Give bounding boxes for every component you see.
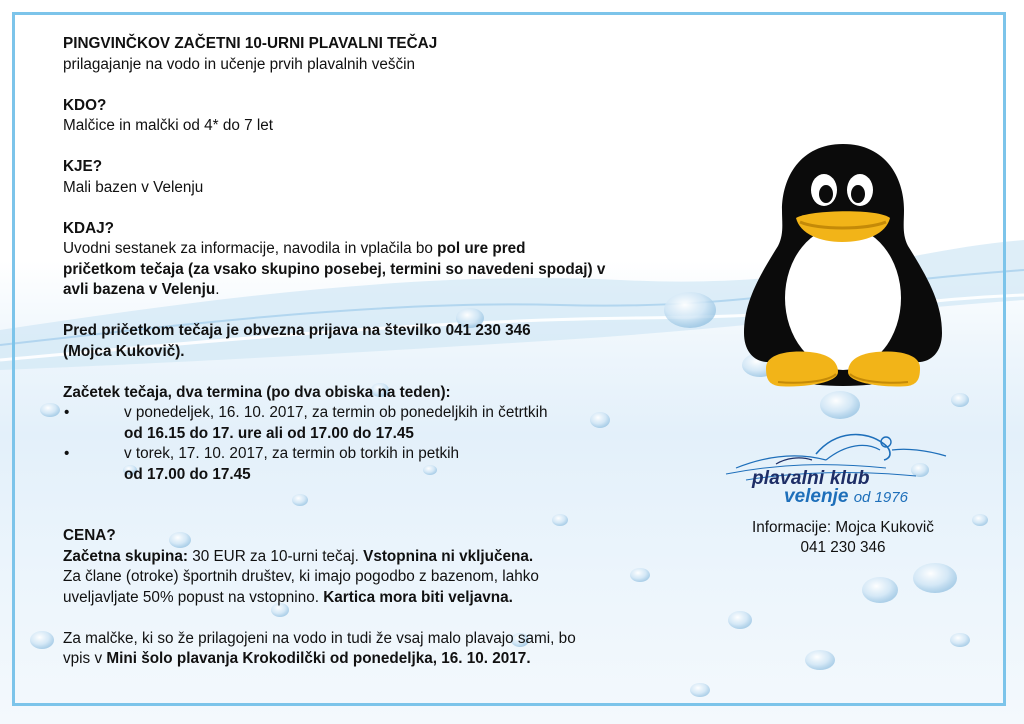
cena-price: 30 EUR za 10-urni tečaj.	[187, 547, 364, 565]
cena-group-label: Začetna skupina:	[63, 547, 188, 565]
prijava-line-1: Pred pričetkom tečaja je obvezna prijava na številko 041 230 346	[63, 322, 531, 339]
footer-line-1: Za malčke, ki so že prilagojeni na vodo in tudi že vsaj malo plavajo sami, bo	[63, 629, 576, 647]
bullet: •	[64, 404, 70, 421]
cena-heading: CENA?	[63, 527, 116, 544]
list-item	[63, 403, 703, 444]
list-item	[63, 444, 703, 485]
penguin-illustration	[738, 138, 948, 398]
kdaj-heading: KDAJ?	[63, 219, 114, 237]
kdo-heading: KDO?	[63, 96, 107, 114]
cena-line-2: Za člane (otroke) športnih društev, ki imajo pogodbo z bazenom, lahko	[63, 568, 539, 585]
flyer-subtitle: prilagajanje na vodo in učenje prvih plavalnih veščin	[63, 55, 416, 73]
termin-1-text: v ponedeljek, 16. 10. 2017, za termin ob ponedeljkih in četrtkih	[124, 404, 548, 421]
kdaj-line-1-text: Uvodni sestanek za informacije, navodila in vplačila bo	[63, 240, 438, 257]
kdaj-line-3	[63, 280, 703, 301]
zacetek-heading: Začetek tečaja, dva termina (po dva obiska na teden):	[63, 383, 451, 401]
prijava-line-2: (Mojca Kukovič).	[63, 342, 185, 360]
flyer-text	[63, 34, 703, 670]
flyer-title: PINGVINČKOV ZAČETNI 10-URNI PLAVALNI TEČAJ	[63, 35, 438, 52]
logo-word-2	[784, 486, 908, 508]
contact-name: Informacije: Mojca Kukovič	[752, 519, 934, 536]
kdaj-line-3-end: .	[215, 281, 220, 298]
termin-2-time: od 17.00 do 17.45	[124, 465, 251, 483]
logo-word-1: plavalni klub	[752, 468, 870, 489]
kdaj-line-2-bold: pričetkom tečaja (za vsako skupino posebej, termini so navedeni spodaj) v	[63, 260, 606, 278]
kdaj-line-3-bold: avli bazena v Velenju	[63, 281, 216, 298]
termin-2-text: v torek, 17. 10. 2017, za termin ob torkih in petkih	[124, 445, 460, 462]
footer-line-2	[63, 649, 703, 670]
cena-line-3-text: uveljavljate 50% popust na vstopnino.	[63, 588, 324, 606]
logo-velenje: velenje	[784, 486, 849, 507]
kje-text: Mali bazen v Velenju	[63, 178, 204, 196]
contact-phone: 041 230 346	[800, 539, 886, 556]
kdo-text: Malčice in malčki od 4* do 7 let	[63, 117, 274, 134]
footer-line-2-bold: Mini šolo plavanja Krokodilčki od ponedeljka, 16. 10. 2017.	[106, 650, 531, 667]
termin-1-time: od 16.15 do 17. ure ali od 17.00 do 17.45	[124, 424, 414, 442]
cena-note: Vstopnina ni vključena.	[363, 547, 534, 565]
kdaj-line-1-bold: pol ure pred	[437, 240, 526, 257]
cena-line-1	[63, 547, 703, 568]
kje-heading: KJE?	[63, 158, 103, 175]
cena-line-3	[63, 588, 703, 609]
footer-line-2-text: vpis v	[63, 650, 107, 667]
bullet: •	[64, 445, 70, 462]
logo-since: od 1976	[853, 489, 908, 506]
kdaj-line-2	[63, 260, 703, 281]
cena-line-3-bold: Kartica mora biti veljavna.	[323, 588, 513, 606]
contact-info	[733, 518, 953, 558]
kdaj-line-1	[63, 239, 703, 260]
